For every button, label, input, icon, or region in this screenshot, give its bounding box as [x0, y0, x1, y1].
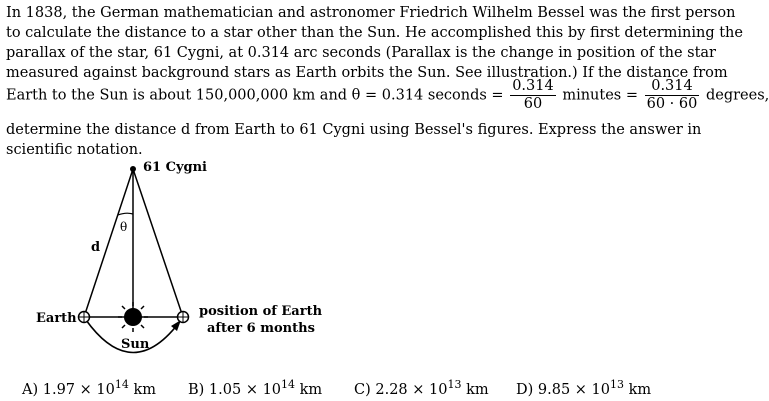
- fraction-numerator: 0.314: [645, 78, 700, 96]
- choice-b[interactable]: B) $1.05 \times 10^{14}$ km: [188, 378, 323, 398]
- earth-after-label-2: after 6 months: [207, 321, 315, 336]
- question-line: determine the distance d from Earth to 61 Cygni using Bessel's figures. Express the answer in: [6, 122, 702, 138]
- fraction-numerator: 0.314: [512, 78, 554, 94]
- fraction-minutes: [510, 78, 556, 113]
- theta-angle-arc: [118, 213, 133, 215]
- math-lead-text: Earth to the Sun is about 150,000,000 km and θ = 0.314 seconds =: [6, 87, 504, 104]
- math-tail-text: degrees,: [705, 87, 769, 104]
- earth-label: Earth: [36, 311, 77, 326]
- choice-d[interactable]: D) $9.85 \times 10^{13}$ km: [516, 378, 652, 398]
- earth-icon: [79, 312, 90, 323]
- sun-label: Sun: [121, 337, 150, 352]
- math-line: [6, 78, 769, 113]
- fraction-denominator: 60 · 60: [646, 96, 698, 112]
- theta-label: θ: [120, 220, 128, 234]
- question-line: to calculate the distance to a star other than the Sun. He accomplished this by first determining the: [6, 25, 743, 41]
- question-line: parallax of the star, 61 Cygni, at 0.314 arc seconds (Parallax is the change in position of the star: [6, 45, 716, 61]
- question-text: [6, 3, 743, 83]
- earth-after-label-1: position of Earth: [199, 304, 323, 319]
- earth-after-6-months-icon: [178, 312, 189, 323]
- star-61-cygni: [130, 166, 136, 172]
- choice-a[interactable]: A) $1.97 \times 10^{14}$ km: [22, 378, 157, 398]
- parallax-diagram: [0, 155, 330, 370]
- choice-c[interactable]: C) $2.28 \times 10^{13}$ km: [354, 378, 489, 398]
- fraction-denominator: 60: [523, 96, 543, 112]
- question-line: measured against background stars as Earth orbits the Sun. See illustration.) If the distance from: [6, 65, 728, 81]
- question-text-continued: [6, 120, 702, 160]
- star-label: 61 Cygni: [143, 160, 207, 175]
- line-star-to-earth-6-months: [133, 169, 183, 317]
- question-line: In 1838, the German mathematician and astronomer Friedrich Wilhelm Bessel was the first person: [6, 5, 736, 21]
- d-label: d: [91, 240, 101, 255]
- fraction-degrees: [645, 78, 700, 113]
- math-mid-text: minutes =: [562, 87, 638, 104]
- question-line: scientific notation.: [6, 142, 143, 158]
